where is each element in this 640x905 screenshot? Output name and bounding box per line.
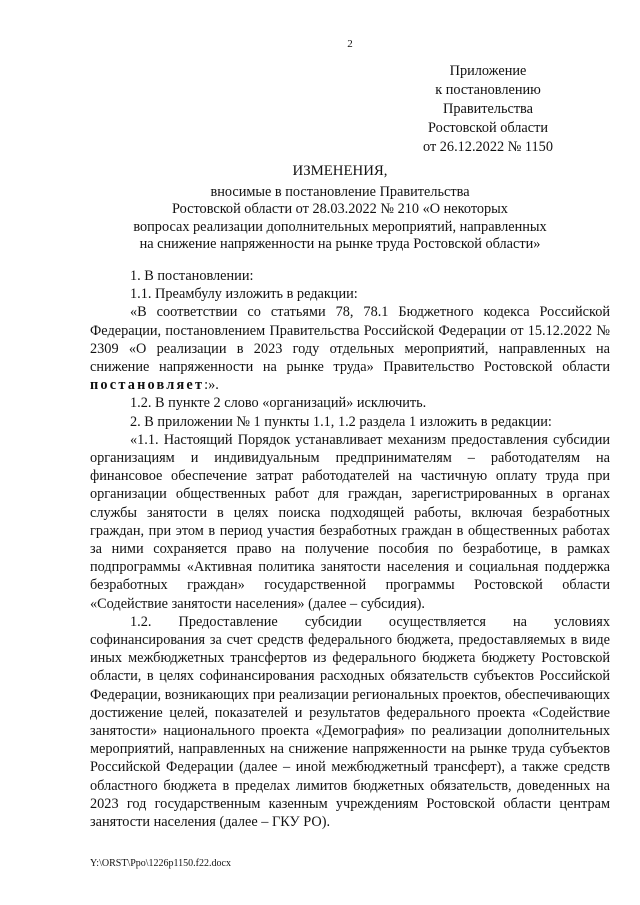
title-line: вопросах реализации дополнительных мероприятий, направленных [133, 218, 547, 235]
paragraph-clause-1-2: 1.2. Предоставление субсидии осуществляется на условиях софинансирования за счет средств федерального бюджета, предоставляемых в виде иных межбюджетных трансфертов из федерального бюджета бюджету Ростовской области, в целях софинансирования расходных обязательств субъектов Российской Федерации, возникающих при реализации региональных проектов, обеспечивающих достижение целей, показателей и результатов федерального проекта «Содействие занятости» национального проекта «Демография» по реализации дополнительных мероприятий, направленных на снижение напряженности на рынке труда субъектов Российской Федерации (далее – иной межбюджетный трансферт), а также средств областного бюджета в пределах лимитов бюджетных обязательств, доведенных на 2023 год государственным казенным учреждениям Ростовской области центрам занятости населения (далее – ГКУ РО). [90, 613, 610, 831]
title-main: ИЗМЕНЕНИЯ, [292, 163, 388, 179]
document-body [90, 267, 610, 831]
appendix-line: к постановлению [435, 82, 541, 98]
paragraph-preamble [90, 303, 610, 394]
paragraph-item-1-1: 1.1. Преамбулу изложить в редакции: [130, 286, 358, 303]
appendix-line: Приложение [449, 63, 527, 79]
paragraph-item-1-2: 1.2. В пункте 2 слово «организаций» исключить. [130, 395, 427, 412]
paragraph-clause-1-1: «1.1. Настоящий Порядок устанавливает механизм предоставления субсидии организациям и индивидуальным предпринимателям – работодателям на финансовое обеспечение затрат работодателей на частичную оплату труда при организации общественных работ для граждан, зарегистрированных в органах службы занятости в целях поиска подходящей работы, включая безработных граждан, при этом в период участия безработных граждан в общественных работах за ними сохраняется право на получение пособия по безработице, в рамках подпрограммы «Активная политика занятости населения и социальная поддержка безработных граждан» государственной программы Ростовской области «Содействие занятости населения» (далее – субсидия). [90, 431, 610, 612]
preamble-end: :». [204, 377, 219, 394]
preamble-text: «В соответствии со статьями 78, 78.1 Бюджетного кодекса Российской Федерации, постановлением Правительства Российской Федерации от 15.12.2022 № 2309 «О реализации в 2023 году отдельных мероприятий, направленных на снижение напряженности на рынке труда» Правительство Ростовской области [90, 304, 610, 376]
appendix-line: Ростовской области [427, 120, 549, 136]
file-path-footer: Y:\ORST\Ppo\1226p1150.f22.docx [90, 858, 231, 869]
appendix-line: Правительства [443, 101, 533, 117]
appendix-header [388, 62, 588, 157]
title-line: Ростовской области от 28.03.2022 № 210 «О некоторых [172, 201, 508, 217]
paragraph-item-2: 2. В приложении № 1 пункты 1.1, 1.2 раздела 1 изложить в редакции: [130, 413, 552, 430]
page-number: 2 [347, 38, 353, 50]
appendix-line: от 26.12.2022 № 1150 [423, 139, 553, 155]
title-line: вносимые в постановление Правительства [210, 183, 470, 200]
preamble-decree-word: постановляет [90, 377, 205, 394]
title-line: на снижение напряженности на рынке труда Ростовской области» [139, 236, 541, 252]
document-title [90, 163, 590, 254]
paragraph-item-1: 1. В постановлении: [130, 268, 254, 284]
